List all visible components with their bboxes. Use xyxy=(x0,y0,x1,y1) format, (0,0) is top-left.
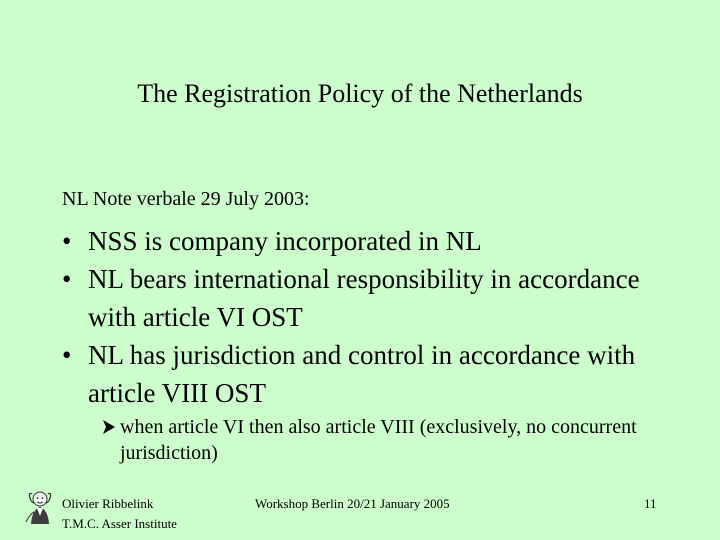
page-number: 11 xyxy=(644,496,657,511)
slide-title: The Registration Policy of the Netherlands xyxy=(137,79,583,108)
footer-author: Olivier Ribbelink xyxy=(62,496,154,511)
sub-bullet-text: when article VI then also article VIII (exclusively, no concurrent jurisdiction) xyxy=(120,416,637,464)
bullet-list xyxy=(62,222,682,412)
list-item xyxy=(62,336,682,412)
footer-institute: T.M.C. Asser Institute xyxy=(62,516,177,531)
arrow-bullet-icon xyxy=(102,419,116,435)
bullet-text: NL has jurisdiction and control in accordance with article VIII OST xyxy=(88,340,636,408)
bullet-text: NSS is company incorporated in NL xyxy=(88,226,482,256)
bullet-marker: • xyxy=(62,340,72,370)
bullet-marker: • xyxy=(62,226,72,256)
intro-text: NL Note verbale 29 July 2003: xyxy=(62,188,310,210)
footer-event: Workshop Berlin 20/21 January 2005 xyxy=(255,496,450,511)
asser-institute-logo-icon xyxy=(22,486,56,526)
sub-bullet xyxy=(102,414,680,466)
bullet-text: NL bears international responsibility in accordance with article VI OST xyxy=(88,264,640,332)
bullet-marker: • xyxy=(62,264,72,294)
list-item xyxy=(62,222,682,260)
footer-author-block xyxy=(62,494,177,534)
list-item xyxy=(62,260,682,336)
